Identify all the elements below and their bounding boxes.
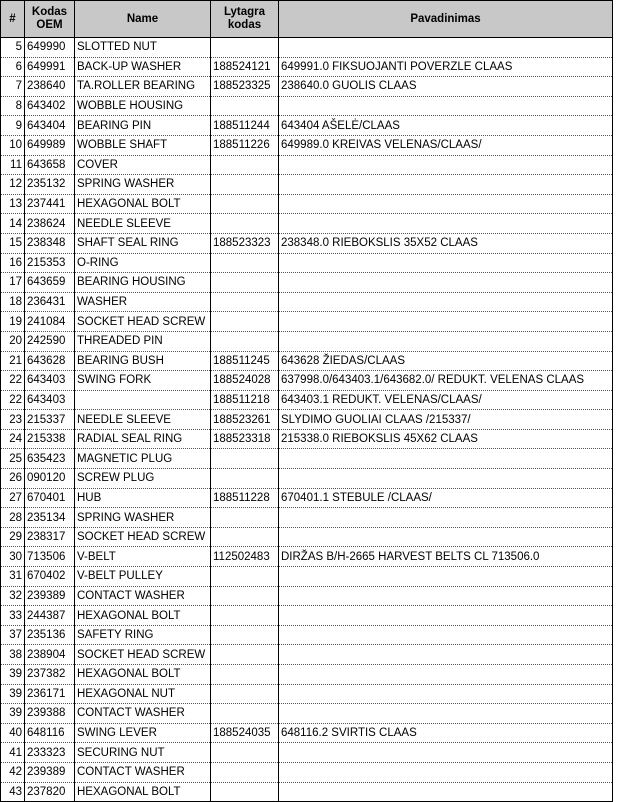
pavadinimas-cell [279,586,613,606]
row-number-cell: 13 [1,194,25,214]
oem-code-cell: 239389 [25,586,75,606]
pavadinimas-cell [279,704,613,724]
row-number-cell: 30 [1,547,25,567]
pavadinimas-cell [279,155,613,175]
part-name-cell: CONTACT WASHER [75,762,211,782]
pavadinimas-cell [279,782,613,802]
oem-code-cell: 237382 [25,665,75,685]
pavadinimas-cell [279,292,613,312]
lytagra-code-cell: 188511218 [211,390,279,410]
oem-code-cell: 649989 [25,135,75,155]
part-name-cell: HEXAGONAL BOLT [75,194,211,214]
part-name-cell: BACK-UP WASHER [75,57,211,77]
lytagra-code-cell: 188524121 [211,57,279,77]
oem-code-cell: 235136 [25,625,75,645]
pavadinimas-cell [279,449,613,469]
table-row [1,155,613,175]
table-row [1,429,613,449]
oem-code-cell: 237441 [25,194,75,214]
lytagra-code-cell [211,273,279,293]
part-name-cell: SCREW PLUG [75,469,211,489]
lytagra-code-cell [211,38,279,58]
table-row [1,38,613,58]
row-number-cell: 40 [1,723,25,743]
table-row [1,782,613,802]
lytagra-code-cell [211,625,279,645]
pavadinimas-cell [279,96,613,116]
oem-code-cell: 648116 [25,723,75,743]
table-row [1,77,613,97]
pavadinimas-cell [279,469,613,489]
part-name-cell: SECURING NUT [75,743,211,763]
part-name-cell: SPRING WASHER [75,175,211,195]
pavadinimas-cell [279,625,613,645]
oem-code-cell: 239389 [25,762,75,782]
part-name-cell: SOCKET HEAD SCREW [75,527,211,547]
header-oem-line1: Kodas [31,6,68,18]
part-name-cell: HUB [75,488,211,508]
oem-code-cell: 649990 [25,38,75,58]
table-row [1,214,613,234]
part-name-cell: SPRING WASHER [75,508,211,528]
row-number-cell: 24 [1,429,25,449]
pavadinimas-cell: 670401.1 STEBULE /CLAAS/ [279,488,613,508]
oem-code-cell: 238348 [25,233,75,253]
table-row [1,253,613,273]
table-row [1,704,613,724]
part-name-cell: HEXAGONAL BOLT [75,782,211,802]
row-number-cell: 32 [1,586,25,606]
row-number-cell: 10 [1,135,25,155]
row-number-cell: 5 [1,38,25,58]
pavadinimas-cell [279,645,613,665]
row-number-cell: 20 [1,331,25,351]
row-number-cell: 39 [1,665,25,685]
table-row [1,567,613,587]
part-name-cell: HEXAGONAL BOLT [75,606,211,626]
lytagra-code-cell: 112502483 [211,547,279,567]
oem-code-cell: 670402 [25,567,75,587]
header-num [1,1,25,38]
lytagra-code-cell [211,684,279,704]
oem-code-cell: 643659 [25,273,75,293]
row-number-cell: 37 [1,625,25,645]
lytagra-code-cell: 188511226 [211,135,279,155]
table-row [1,351,613,371]
pavadinimas-cell [279,743,613,763]
table-row [1,586,613,606]
pavadinimas-cell: 238640.0 GUOLIS CLAAS [279,77,613,97]
pavadinimas-cell [279,312,613,332]
lytagra-code-cell: 188523323 [211,233,279,253]
part-name-cell: WASHER [75,292,211,312]
oem-code-cell: 239388 [25,704,75,724]
pavadinimas-cell [279,214,613,234]
lytagra-code-cell [211,743,279,763]
row-number-cell: 19 [1,312,25,332]
part-name-cell: NEEDLE SLEEVE [75,214,211,234]
row-number-cell: 33 [1,606,25,626]
part-name-cell: SLOTTED NUT [75,38,211,58]
pavadinimas-cell: 649989.0 KREIVAS VELENAS/CLAAS/ [279,135,613,155]
oem-code-cell: 215337 [25,410,75,430]
lytagra-code-cell: 188523261 [211,410,279,430]
table-row [1,488,613,508]
header-lyt-line2: kodas [227,19,262,31]
pavadinimas-cell: 238348.0 RIEBOKSLIS 35X52 CLAAS [279,233,613,253]
lytagra-code-cell [211,665,279,685]
header-lyt-line1: Lytagra [223,6,266,18]
lytagra-code-cell [211,175,279,195]
part-name-cell: HEXAGONAL NUT [75,684,211,704]
table-row [1,762,613,782]
table-row [1,312,613,332]
lytagra-code-cell: 188511228 [211,488,279,508]
pavadinimas-cell: 637998.0/643403.1/643682.0/ REDUKT. VELENAS CLAAS [279,371,613,391]
lytagra-code-cell: 188523325 [211,77,279,97]
oem-code-cell: 238317 [25,527,75,547]
oem-code-cell: 643404 [25,116,75,136]
lytagra-code-cell [211,586,279,606]
table-row [1,410,613,430]
lytagra-code-cell [211,469,279,489]
table-row [1,743,613,763]
row-number-cell: 9 [1,116,25,136]
pavadinimas-cell [279,331,613,351]
oem-code-cell: 235134 [25,508,75,528]
pavadinimas-cell [279,527,613,547]
oem-code-cell: 244387 [25,606,75,626]
table-row [1,469,613,489]
oem-code-cell: 713506 [25,547,75,567]
pavadinimas-cell [279,175,613,195]
pavadinimas-cell [279,665,613,685]
pavadinimas-cell [279,194,613,214]
part-name-cell: SOCKET HEAD SCREW [75,645,211,665]
table-row [1,96,613,116]
table-row [1,390,613,410]
pavadinimas-cell: 649991.0 FIKSUOJANTI POVERZLE CLAAS [279,57,613,77]
lytagra-code-cell [211,606,279,626]
table-row [1,645,613,665]
table-row [1,135,613,155]
pavadinimas-cell: 215338.0 RIEBOKSLIS 45X62 CLAAS [279,429,613,449]
header-pavadinimas [279,1,613,38]
row-number-cell: 17 [1,273,25,293]
pavadinimas-cell: 643403.1 REDUKT. VELENAS/CLAAS/ [279,390,613,410]
lytagra-code-cell [211,292,279,312]
row-number-cell: 15 [1,233,25,253]
lytagra-code-cell [211,508,279,528]
oem-code-cell: 215338 [25,429,75,449]
oem-code-cell: 643628 [25,351,75,371]
row-number-cell: 14 [1,214,25,234]
row-number-cell: 43 [1,782,25,802]
row-number-cell: 25 [1,449,25,469]
row-number-cell: 16 [1,253,25,273]
header-oem [25,1,75,38]
row-number-cell: 42 [1,762,25,782]
row-number-cell: 39 [1,684,25,704]
part-name-cell: COVER [75,155,211,175]
lytagra-code-cell [211,331,279,351]
pavadinimas-cell [279,38,613,58]
lytagra-code-cell [211,704,279,724]
part-name-cell: SHAFT SEAL RING [75,233,211,253]
oem-code-cell: 236431 [25,292,75,312]
row-number-cell: 21 [1,351,25,371]
oem-code-cell: 238624 [25,214,75,234]
part-name-cell: O-RING [75,253,211,273]
pavadinimas-cell: 643628 ŽIEDAS/CLAAS [279,351,613,371]
oem-code-cell: 236171 [25,684,75,704]
part-name-cell: CONTACT WASHER [75,704,211,724]
oem-code-cell: 238640 [25,77,75,97]
row-number-cell: 41 [1,743,25,763]
oem-code-cell: 235132 [25,175,75,195]
table-row [1,292,613,312]
part-name-cell: BEARING BUSH [75,351,211,371]
table-row [1,371,613,391]
part-name-cell: V-BELT [75,547,211,567]
lytagra-code-cell [211,762,279,782]
row-number-cell: 31 [1,567,25,587]
lytagra-code-cell [211,253,279,273]
oem-code-cell: 643403 [25,371,75,391]
row-number-cell: 6 [1,57,25,77]
table-row [1,508,613,528]
table-body [1,38,613,802]
row-number-cell: 26 [1,469,25,489]
header-num-label: # [9,12,16,25]
part-name-cell: CONTACT WASHER [75,586,211,606]
row-number-cell: 38 [1,645,25,665]
lytagra-code-cell [211,782,279,802]
oem-code-cell: 215353 [25,253,75,273]
part-name-cell: NEEDLE SLEEVE [75,410,211,430]
table-row [1,684,613,704]
part-name-cell: SOCKET HEAD SCREW [75,312,211,332]
header-row [1,1,613,38]
row-number-cell: 39 [1,704,25,724]
lytagra-code-cell [211,194,279,214]
pavadinimas-cell [279,253,613,273]
table-row [1,625,613,645]
oem-code-cell: 237820 [25,782,75,802]
part-name-cell: HEXAGONAL BOLT [75,665,211,685]
pavadinimas-cell [279,508,613,528]
table-row [1,57,613,77]
row-number-cell: 27 [1,488,25,508]
pavadinimas-cell [279,567,613,587]
pavadinimas-cell: 648116.2 SVIRTIS CLAAS [279,723,613,743]
row-number-cell: 11 [1,155,25,175]
table-row [1,449,613,469]
table-row [1,331,613,351]
oem-code-cell: 635423 [25,449,75,469]
part-name-cell: V-BELT PULLEY [75,567,211,587]
lytagra-code-cell [211,645,279,665]
table-row [1,527,613,547]
row-number-cell: 23 [1,410,25,430]
header-lytagra [211,1,279,38]
lytagra-code-cell [211,214,279,234]
oem-code-cell: 238904 [25,645,75,665]
part-name-cell: TA.ROLLER BEARING [75,77,211,97]
oem-code-cell: 643658 [25,155,75,175]
part-name-cell: SAFETY RING [75,625,211,645]
part-name-cell: WOBBLE SHAFT [75,135,211,155]
lytagra-code-cell: 188523318 [211,429,279,449]
row-number-cell: 29 [1,527,25,547]
part-name-cell: MAGNETIC PLUG [75,449,211,469]
lytagra-code-cell [211,312,279,332]
part-name-cell: BEARING HOUSING [75,273,211,293]
pavadinimas-cell [279,273,613,293]
row-number-cell: 18 [1,292,25,312]
lytagra-code-cell: 188524035 [211,723,279,743]
lytagra-code-cell: 188511244 [211,116,279,136]
oem-code-cell: 090120 [25,469,75,489]
header-oem-line2: OEM [36,19,63,31]
oem-code-cell: 643402 [25,96,75,116]
pavadinimas-cell [279,606,613,626]
row-number-cell: 8 [1,96,25,116]
lytagra-code-cell: 188524028 [211,371,279,391]
pavadinimas-cell: 643404 AŠELĖ/CLAAS [279,116,613,136]
row-number-cell: 22 [1,390,25,410]
table-row [1,547,613,567]
header-name-label: Name [126,12,159,25]
table-row [1,606,613,626]
pavadinimas-cell: DIRŽAS B/H-2665 HARVEST BELTS CL 713506.0 [279,547,613,567]
part-name-cell: RADIAL SEAL RING [75,429,211,449]
part-name-cell: BEARING PIN [75,116,211,136]
part-name-cell: SWING LEVER [75,723,211,743]
table-row [1,116,613,136]
row-number-cell: 12 [1,175,25,195]
oem-code-cell: 670401 [25,488,75,508]
lytagra-code-cell [211,155,279,175]
header-name [75,1,211,38]
table-row [1,233,613,253]
oem-code-cell: 241084 [25,312,75,332]
part-name-cell: WOBBLE HOUSING [75,96,211,116]
header-pav-label: Pavadinimas [410,12,481,25]
part-name-cell: SWING FORK [75,371,211,391]
table-row [1,665,613,685]
oem-code-cell: 649991 [25,57,75,77]
row-number-cell: 22 [1,371,25,391]
part-name-cell: THREADED PIN [75,331,211,351]
part-name-cell [75,390,211,410]
row-number-cell: 7 [1,77,25,97]
oem-code-cell: 233323 [25,743,75,763]
pavadinimas-cell [279,684,613,704]
table-row [1,194,613,214]
table-row [1,175,613,195]
pavadinimas-cell: SLYDIMO GUOLIAI CLAAS /215337/ [279,410,613,430]
oem-code-cell: 242590 [25,331,75,351]
pavadinimas-cell [279,762,613,782]
lytagra-code-cell [211,527,279,547]
row-number-cell: 28 [1,508,25,528]
lytagra-code-cell [211,449,279,469]
table-row [1,273,613,293]
table-row [1,723,613,743]
lytagra-code-cell: 188511245 [211,351,279,371]
lytagra-code-cell [211,567,279,587]
oem-code-cell: 643403 [25,390,75,410]
lytagra-code-cell [211,96,279,116]
